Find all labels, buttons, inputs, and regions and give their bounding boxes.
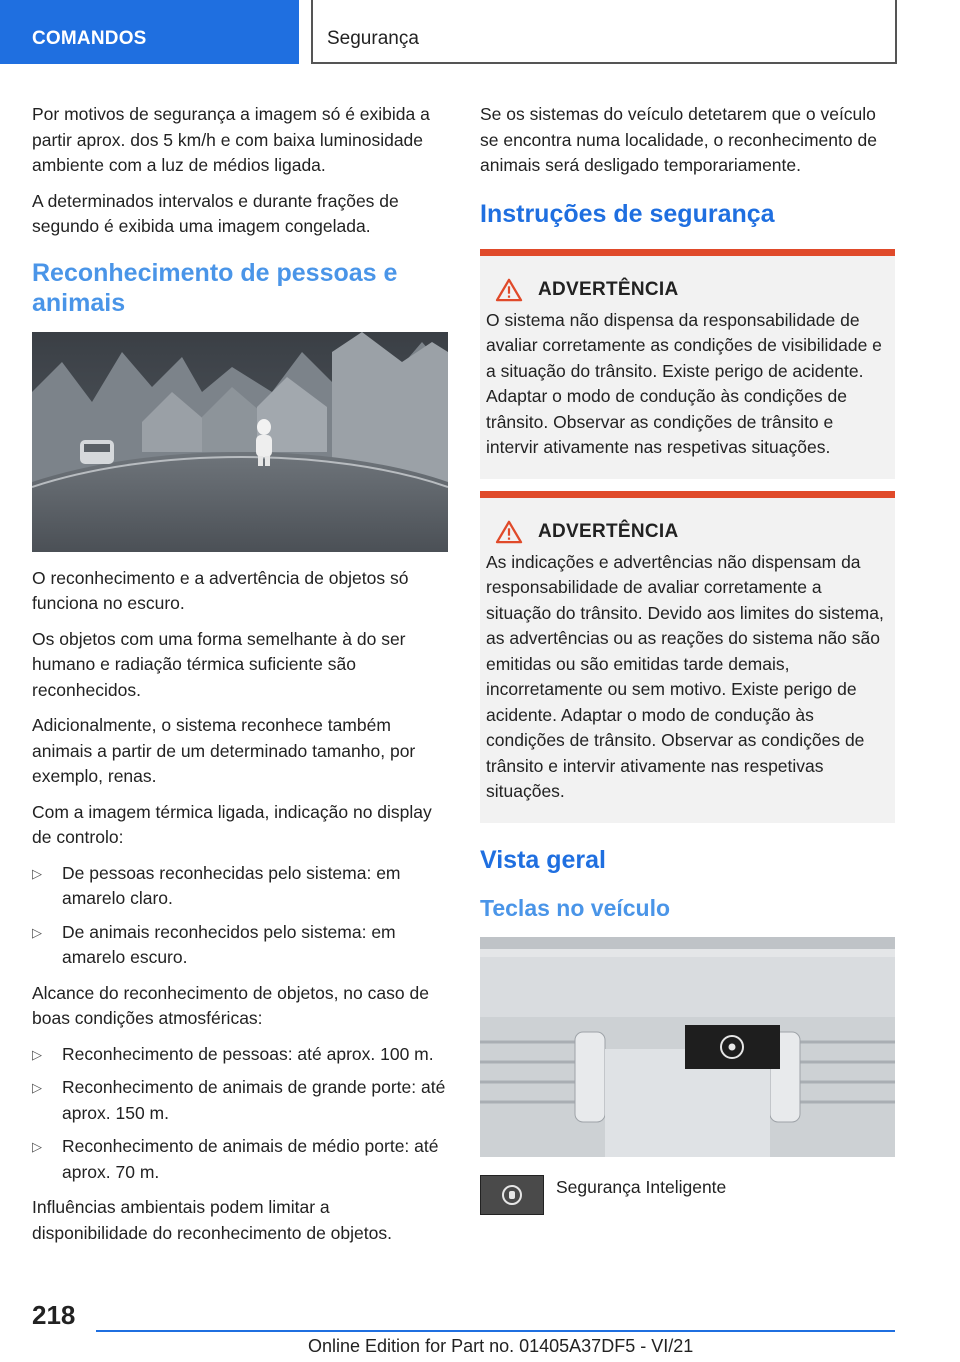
- list-item: ▷ Reconhecimento de animais de grande porte: até aprox. 150 m.: [32, 1077, 446, 1123]
- chapter-tab: [311, 0, 897, 64]
- paragraph: O reconhecimento e a advertência de objetos só funciona no escuro.: [32, 567, 409, 613]
- page-number: 218: [32, 1300, 76, 1330]
- paragraph: Adicionalmente, o sistema reconhece também animais a partir de um determinado tamanho, por exemplo, renas.: [32, 715, 416, 786]
- warning-text: O sistema não dispensa da responsabilidade de avaliar corretamente as condições de visibilidade e a situação do trânsito. Existe perigo de acidente. Adaptar o modo de condução às condições de trânsito. Observar as condições de trânsito e intervir ativamente nas respetivas situações.: [486, 309, 882, 457]
- key-label: Segurança Inteligente: [556, 1176, 727, 1197]
- bullet-list: [32, 1042, 448, 1186]
- warning-box: [480, 249, 895, 479]
- warning-box: [480, 491, 895, 823]
- section-tab: [0, 0, 299, 64]
- warning-triangle-icon: [494, 278, 524, 302]
- section-heading: Vista geral: [480, 845, 607, 874]
- paragraph: Os objetos com uma forma semelhante à do ser humano e radiação térmica suficiente são reconhecidos.: [32, 628, 406, 700]
- paragraph: Por motivos de segurança a imagem só é exibida a partir aprox. dos 5 km/h e com baixa luminosidade ambiente com a luz de médios ligada.: [32, 104, 430, 175]
- paragraph: Com a imagem térmica ligada, indicação no display de controlo:: [32, 801, 432, 847]
- left-column: [32, 102, 448, 1256]
- paragraph: Influências ambientais podem limitar a disponibilidade do reconhecimento de objetos.: [32, 1197, 392, 1243]
- warning-triangle-icon: [494, 520, 524, 544]
- edition-text: Online Edition for Part no. 01405A37DF5 - VI/21: [308, 1336, 694, 1356]
- section-label: COMANDOS: [32, 28, 147, 49]
- triangle-bullet-icon: ▷: [32, 1139, 42, 1154]
- list-item: ▷ De animais reconhecidos pelo sistema: em amarelo escuro.: [32, 921, 396, 967]
- section-heading: Instruções de segurança: [480, 199, 775, 228]
- paragraph: Alcance do reconhecimento de objetos, no caso de boas condições atmosféricas:: [32, 982, 429, 1028]
- chapter-title: Segurança: [327, 28, 419, 49]
- warning-text: As indicações e advertências não dispensam da responsabilidade de avaliar corretamente a situação do trânsito. Devido aos limites do sistema, as advertências ou as reações do sistema não são emitidas ou são emitidas tarde demais, incorretamente ou sem motivo. Existe perigo de acidente. Adaptar o modo de condução às condições de trânsito. Observar as condições de trânsito e intervir ativamente nas respetivas situações.: [486, 551, 884, 801]
- warning-title: ADVERTÊNCIA: [538, 520, 679, 542]
- triangle-bullet-icon: ▷: [32, 1046, 42, 1062]
- warning-title: ADVERTÊNCIA: [538, 278, 679, 300]
- list-item: ▷ Reconhecimento de animais de médio porte: até aprox. 70 m.: [32, 1136, 439, 1182]
- intelligent-safety-button-icon: [480, 1175, 544, 1215]
- triangle-bullet-icon: ▷: [32, 865, 42, 881]
- night-vision-image: [32, 332, 448, 552]
- triangle-bullet-icon: ▷: [32, 924, 42, 940]
- footer-divider: [96, 1330, 895, 1332]
- paragraph: Se os sistemas do veículo detetarem que o veículo se encontra numa localidade, o reconhecimento de animais será desligado temporariamente.: [480, 104, 877, 175]
- bullet-list: [32, 861, 448, 971]
- vehicle-buttons-image: [480, 937, 895, 1157]
- right-column: [480, 102, 895, 1215]
- list-item: ▷ Reconhecimento de pessoas: até aprox. 100 m.: [32, 1042, 448, 1068]
- subsection-heading: Teclas no veículo: [480, 894, 671, 921]
- section-heading: Reconhecimento de pessoas e animais: [32, 258, 398, 317]
- list-item: ▷ De pessoas reconhecidas pelo sistema: em amarelo claro.: [32, 862, 401, 908]
- key-legend: [480, 1175, 895, 1215]
- paragraph: A determinados intervalos e durante frações de segundo é exibida uma imagem congelada.: [32, 190, 399, 236]
- triangle-bullet-icon: ▷: [32, 1080, 42, 1095]
